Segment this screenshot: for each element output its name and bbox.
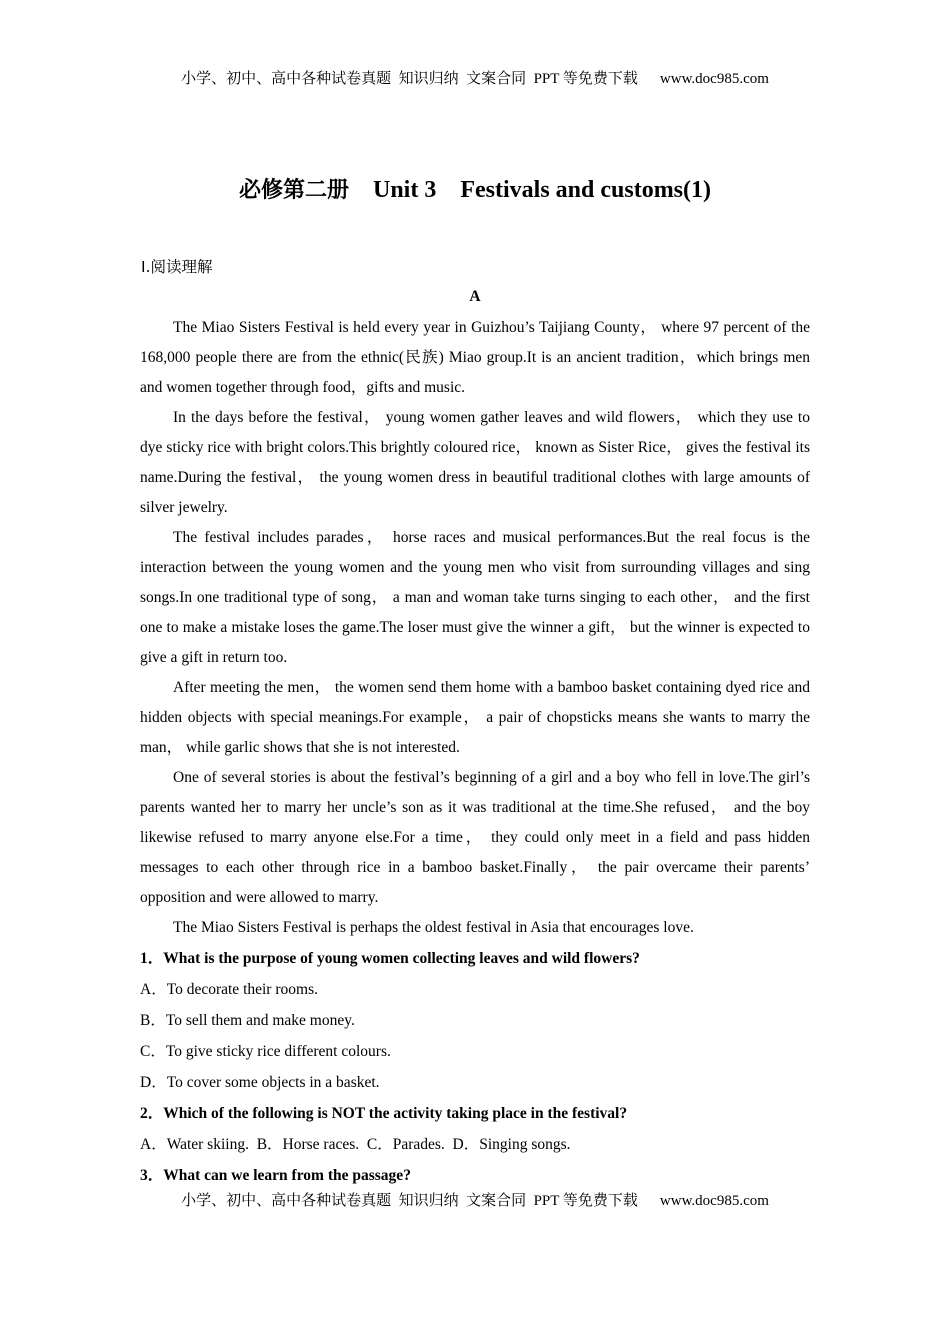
header-site-link[interactable]: www.doc985.com <box>659 71 769 87</box>
title-book: 必修第二册 <box>238 178 349 203</box>
passage-paragraph: The Miao Sisters Festival is held every year in Guizhou’s Taijiang County， where 97 percent of the 168,000 people there are from the ethnic(民族) Miao group.It is an ancient tradition，which brings men and women together through food，gifts and music. <box>140 319 810 396</box>
header-text: 小学、初中、高中各种试卷真题 知识归纳 文案合同 PPT 等免费下载 <box>181 71 638 87</box>
page-title <box>0 174 950 207</box>
question-2-options: A．Water skiing. B．Horse races. C．Parades. D．Singing songs. <box>140 1136 571 1153</box>
passage-paragraph: After meeting the men， the women send them home with a bamboo basket containing dyed rice and hidden objects with special meanings.For example， a pair of chopsticks means she wants to marry the man， while garlic shows that she is not interested. <box>140 679 810 756</box>
section-heading: Ⅰ.阅读理解 <box>141 258 213 276</box>
question-1-option-a: A．To decorate their rooms. <box>140 981 318 998</box>
passage-label: A <box>469 288 481 305</box>
question-2: 2．Which of the following is NOT the activity taking place in the festival? <box>140 1105 628 1122</box>
question-1-option-b: B．To sell them and make money. <box>140 1012 355 1029</box>
title-topic: Festivals and customs(1) <box>460 177 712 203</box>
footer-site-link[interactable]: www.doc985.com <box>659 1193 769 1209</box>
question-1: 1．What is the purpose of young women collecting leaves and wild flowers? <box>140 950 640 967</box>
question-1-option-d: D．To cover some objects in a basket. <box>140 1074 380 1091</box>
document-body <box>140 313 810 1191</box>
question-1-option-c: C．To give sticky rice different colours. <box>140 1043 391 1060</box>
question-3: 3．What can we learn from the passage? <box>140 1167 411 1184</box>
passage-paragraph: The Miao Sisters Festival is perhaps the oldest festival in Asia that encourages love. <box>173 919 694 936</box>
passage-paragraph: In the days before the festival， young women gather leaves and wild flowers， which they use to dye sticky rice with bright colors.This brightly coloured rice， known as Sister Rice， gives the festival its name.During the festival， the young women dress in beautiful traditional clothes with large amounts of silver jewelry. <box>140 409 810 516</box>
footer-text: 小学、初中、高中各种试卷真题 知识归纳 文案合同 PPT 等免费下载 <box>181 1193 638 1209</box>
passage-paragraph: One of several stories is about the festival’s beginning of a girl and a boy who fell in love.The girl’s parents wanted her to marry her uncle’s son as it was traditional at the time.She refused， and the boy likewise refused to marry anyone else.For a time， they could only meet in a field and pass hidden messages to each other through rice in a bamboo basket.Finally， the pair overcame their parents’ opposition and were allowed to marry. <box>140 769 810 906</box>
page-header <box>0 69 950 89</box>
passage-paragraph: The festival includes parades， horse races and musical performances.But the real focus is the interaction between the young women and the young men who visit from surrounding villages and sing songs.In one traditional type of song， a man and woman take turns singing to each other， and the first one to make a mistake loses the game.The loser must give the winner a gift， but the winner is expected to give a gift in return too. <box>140 529 810 666</box>
title-unit: Unit 3 <box>373 177 437 203</box>
page-footer <box>0 1191 950 1211</box>
